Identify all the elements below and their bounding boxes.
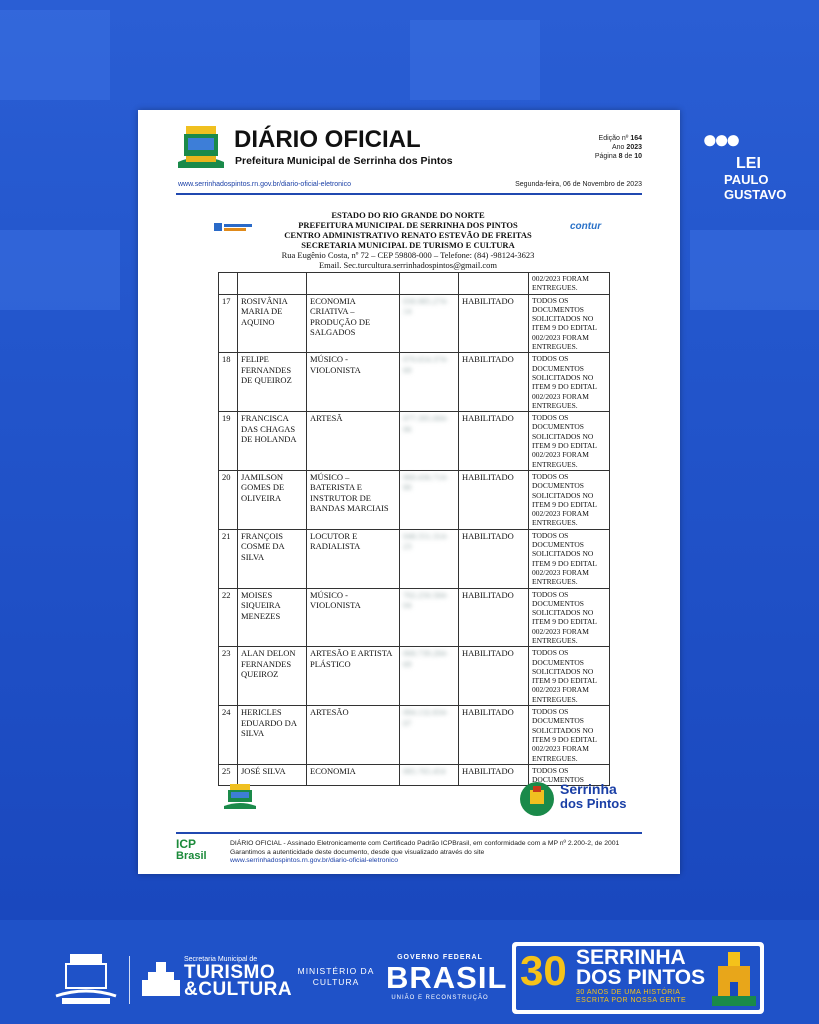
status-cell: HABILITADO	[459, 764, 529, 786]
document-cell: 085.765.454	[400, 764, 459, 786]
table-row	[219, 294, 610, 353]
table-row	[219, 588, 610, 647]
governo-federal-logo	[386, 953, 508, 1002]
table-row	[219, 353, 610, 412]
lei-paulo-gustavo-logo	[702, 124, 814, 202]
icp-text: ICP	[176, 837, 197, 851]
row-number-cell: 23	[219, 647, 238, 706]
edition-number: 164	[630, 135, 642, 142]
bg-house-shape	[690, 230, 819, 310]
area-cell: ARTESÃO E ARTISTA PLÁSTICO	[307, 647, 400, 706]
obs-cell: TODOS OS DOCUMENTOS SOLICITADOS NO ITEM 9 DO EDITAL 002/2023 FORAM ENTREGUES.	[529, 529, 610, 588]
status-cell: HABILITADO	[459, 706, 529, 765]
name-cell: FRANCISCA DAS CHAGAS DE HOLANDA	[238, 412, 307, 471]
page-total: 10	[634, 153, 642, 160]
name-cell: ROSIVÂNIA MARIA DE AQUINO	[238, 294, 307, 353]
status-cell: HABILITADO	[459, 470, 529, 529]
page-label: Página	[594, 153, 617, 160]
lpg-line1: LEI	[736, 155, 761, 172]
area-cell: ECONOMIA	[307, 764, 400, 786]
serrinha-30-anos-logo	[512, 942, 764, 1014]
table-cell	[400, 273, 459, 295]
serrinha-text-line2: dos Pintos	[560, 796, 627, 811]
document-cell: 048.551.314-23	[400, 529, 459, 588]
signature-url[interactable]: www.serrinhadospintos.rn.gov.br/diario-oficial-eletronico	[230, 857, 398, 864]
lpg-line3: GUSTAVO	[724, 187, 787, 202]
document-page	[138, 110, 680, 874]
row-number-cell: 21	[219, 529, 238, 588]
governo-federal-text: GOVERNO FEDERAL	[397, 954, 483, 961]
uniao-reconstrucao-text: UNIÃO E RECONSTRUÇÃO	[391, 995, 489, 1001]
turismo-cultura-footer-logo	[142, 956, 293, 1000]
document-cell: 077.395.084-06	[400, 412, 459, 471]
row-number-cell: 18	[219, 353, 238, 412]
row-number-cell: 17	[219, 294, 238, 353]
document-cell: 068.739.284-69	[400, 647, 459, 706]
serrinha-logo	[518, 780, 638, 820]
serrinha-crest-white-icon	[52, 948, 120, 1006]
obs-cell: TODOS OS DOCUMENTOS SOLICITADOS NO ITEM 9 DO EDITAL 002/2023 FORAM ENTREGUES.	[529, 412, 610, 471]
name-cell: JOSÉ SILVA	[238, 764, 307, 786]
edition-info	[542, 134, 642, 161]
doc-subtitle: Prefeitura Municipal de Serrinha dos Pintos	[235, 155, 453, 167]
letterhead-line2: PREFEITURA MUNICIPAL DE SERRINHA DOS PINTOS	[298, 220, 518, 230]
row-number-cell: 25	[219, 764, 238, 786]
letterhead-email: Email. Sec.turcultura.serrinhadospintos@gmail.com	[318, 260, 498, 270]
church-icon	[142, 962, 180, 996]
letterhead	[208, 210, 608, 270]
name-cell: JAMILSON GOMES DE OLIVEIRA	[238, 470, 307, 529]
area-cell: MÚSICO – BATERISTA E INSTRUTOR DE BANDAS MARCIAIS	[307, 470, 400, 529]
table-cell	[459, 273, 529, 295]
municipal-crest-icon	[176, 122, 226, 172]
year-value: 2023	[626, 144, 642, 151]
obs-cell: TODOS OS DOCUMENTOS SOLICITADOS NO ITEM 9 DO EDITAL 002/2023 FORAM ENTREGUES.	[529, 353, 610, 412]
cultura-text: &CULTURA	[184, 979, 293, 1000]
serrinha-30-title1: SERRINHA	[576, 946, 686, 969]
contur-logo: contur	[570, 221, 602, 232]
letterhead-line3: CENTRO ADMINISTRATIVO RENATO ESTEVÃO DE FREITAS	[284, 230, 532, 240]
thirty-years-number: 30	[520, 947, 567, 994]
signature-notice	[230, 840, 650, 866]
serrinha-30-tagline1: 30 ANOS DE UMA HISTÓRIA	[576, 989, 681, 996]
document-cell: 030.985.274-14	[400, 294, 459, 353]
signature-line1: DIÁRIO OFICIAL - Assinado Eletronicamente com Certificado Padrão ICPBrasil, em conformidade com a MP nº 2.200-2, de 2001	[230, 840, 620, 847]
letterhead-line4: SECRETARIA MUNICIPAL DE TURISMO E CULTURA	[301, 240, 515, 250]
church-color-icon	[712, 952, 756, 1006]
turismo-small-text: Secretaria Municipal de	[184, 956, 258, 963]
table-cell	[238, 273, 307, 295]
table-row	[219, 706, 610, 765]
table-cell	[219, 273, 238, 295]
document-cell: 702.250.584-04	[400, 588, 459, 647]
obs-cell: TODOS OS DOCUMENTOS SOLICITADOS NO ITEM 9 DO EDITAL 002/2023 FORAM ENTREGUES.	[529, 647, 610, 706]
row-number-cell: 22	[219, 588, 238, 647]
letterhead-line1: ESTADO DO RIO GRANDE DO NORTE	[331, 210, 485, 220]
status-cell: HABILITADO	[459, 529, 529, 588]
icp-brasil-logo	[176, 838, 228, 868]
brasil-text: Brasil	[176, 850, 207, 862]
letterhead-address: Rua Eugênio Costa, nº 72 – CEP 59808-000 – Telefone: (84) -98124-3623	[281, 250, 535, 260]
status-cell: HABILITADO	[459, 588, 529, 647]
document-cell: 070.654.374-69	[400, 353, 459, 412]
page-number: 8	[618, 153, 623, 160]
table-row	[219, 529, 610, 588]
area-cell: ECONOMIA CRIATIVA – PRODUÇÃO DE SALGADOS	[307, 294, 400, 353]
table-cell	[307, 273, 400, 295]
bg-church-shape	[410, 20, 540, 100]
obs-cell: TODOS OS DOCUMENTOS	[529, 764, 610, 786]
area-cell: MÚSICO - VIOLONISTA	[307, 588, 400, 647]
name-cell: ALAN DELON FERNANDES QUEIROZ	[238, 647, 307, 706]
obs-cell: TODOS OS DOCUMENTOS SOLICITADOS NO ITEM 9 DO EDITAL 002/2023 FORAM ENTREGUES.	[529, 706, 610, 765]
doc-title: DIÁRIO OFICIAL	[234, 126, 421, 153]
obs-cell: TODOS OS DOCUMENTOS SOLICITADOS NO ITEM 9 DO EDITAL 002/2023 FORAM ENTREGUES.	[529, 470, 610, 529]
document-cell: 084.132.834-07	[400, 706, 459, 765]
footer-separator	[129, 956, 130, 1004]
status-cell: HABILITADO	[459, 294, 529, 353]
brasil-text: BRASIL	[386, 960, 508, 995]
doc-url[interactable]: www.serrinhadospintos.rn.gov.br/diario-oficial-eletronico	[178, 181, 352, 188]
lpg-line2: PAULO	[724, 172, 769, 187]
name-cell: MOISES SIQUEIRA MENEZES	[238, 588, 307, 647]
area-cell: LOCUTOR E RADIALISTA	[307, 529, 400, 588]
ministerio-line1: MINISTÉRIO DA	[297, 966, 375, 976]
bg-church-shape	[0, 230, 120, 310]
obs-cell: TODOS OS DOCUMENTOS SOLICITADOS NO ITEM 9 DO EDITAL 002/2023 FORAM ENTREGUES.	[529, 294, 610, 353]
page-of: de	[624, 153, 633, 160]
area-cell: ARTESÃ	[307, 412, 400, 471]
area-cell: ARTESÃO	[307, 706, 400, 765]
people-figures-icon: ●●●	[702, 124, 738, 154]
municipal-crest-small-icon	[222, 782, 258, 810]
edition-label: Edição nº	[598, 135, 629, 142]
ministerio-cultura-logo	[296, 966, 376, 988]
status-cell: HABILITADO	[459, 647, 529, 706]
document-cell: 060.436.714-80	[400, 470, 459, 529]
habilitados-table	[218, 272, 610, 786]
year-label: Ano	[612, 144, 625, 151]
obs-cell: 002/2023 FORAM ENTREGUES.	[529, 273, 610, 295]
bg-church-shape	[0, 10, 110, 100]
row-number-cell: 19	[219, 412, 238, 471]
name-cell: FRANÇOIS COSME DA SILVA	[238, 529, 307, 588]
signature-line2: Garantimos a autenticidade deste documento, desde que visualizado através do site	[230, 848, 485, 856]
serrinha-30-title2: DOS PINTOS	[576, 966, 706, 989]
row-number-cell: 20	[219, 470, 238, 529]
header-divider	[176, 193, 642, 195]
serrinha-30-tagline2: ESCRITA POR NOSSA GENTE	[576, 997, 687, 1004]
ministerio-line2: CULTURA	[312, 977, 360, 987]
serrinha-text-line1: Serrinha	[560, 781, 617, 797]
obs-cell: TODOS OS DOCUMENTOS SOLICITADOS NO ITEM 9 DO EDITAL 002/2023 FORAM ENTREGUES.	[529, 588, 610, 647]
doc-date: Segunda-feira, 06 de Novembro de 2023	[515, 181, 642, 188]
name-cell: HERICLES EDUARDO DA SILVA	[238, 706, 307, 765]
status-cell: HABILITADO	[459, 412, 529, 471]
table-row	[219, 412, 610, 471]
table-row	[219, 470, 610, 529]
name-cell: FELIPE FERNANDES DE QUEIROZ	[238, 353, 307, 412]
table-row-fragment	[219, 273, 610, 295]
row-number-cell: 24	[219, 706, 238, 765]
area-cell: MÚSICO - VIOLONISTA	[307, 353, 400, 412]
table-row	[219, 647, 610, 706]
footer-divider	[176, 832, 642, 834]
turismo-text: TURISMO	[184, 962, 276, 983]
status-cell: HABILITADO	[459, 353, 529, 412]
serrinha-emblem-icon	[518, 780, 556, 818]
